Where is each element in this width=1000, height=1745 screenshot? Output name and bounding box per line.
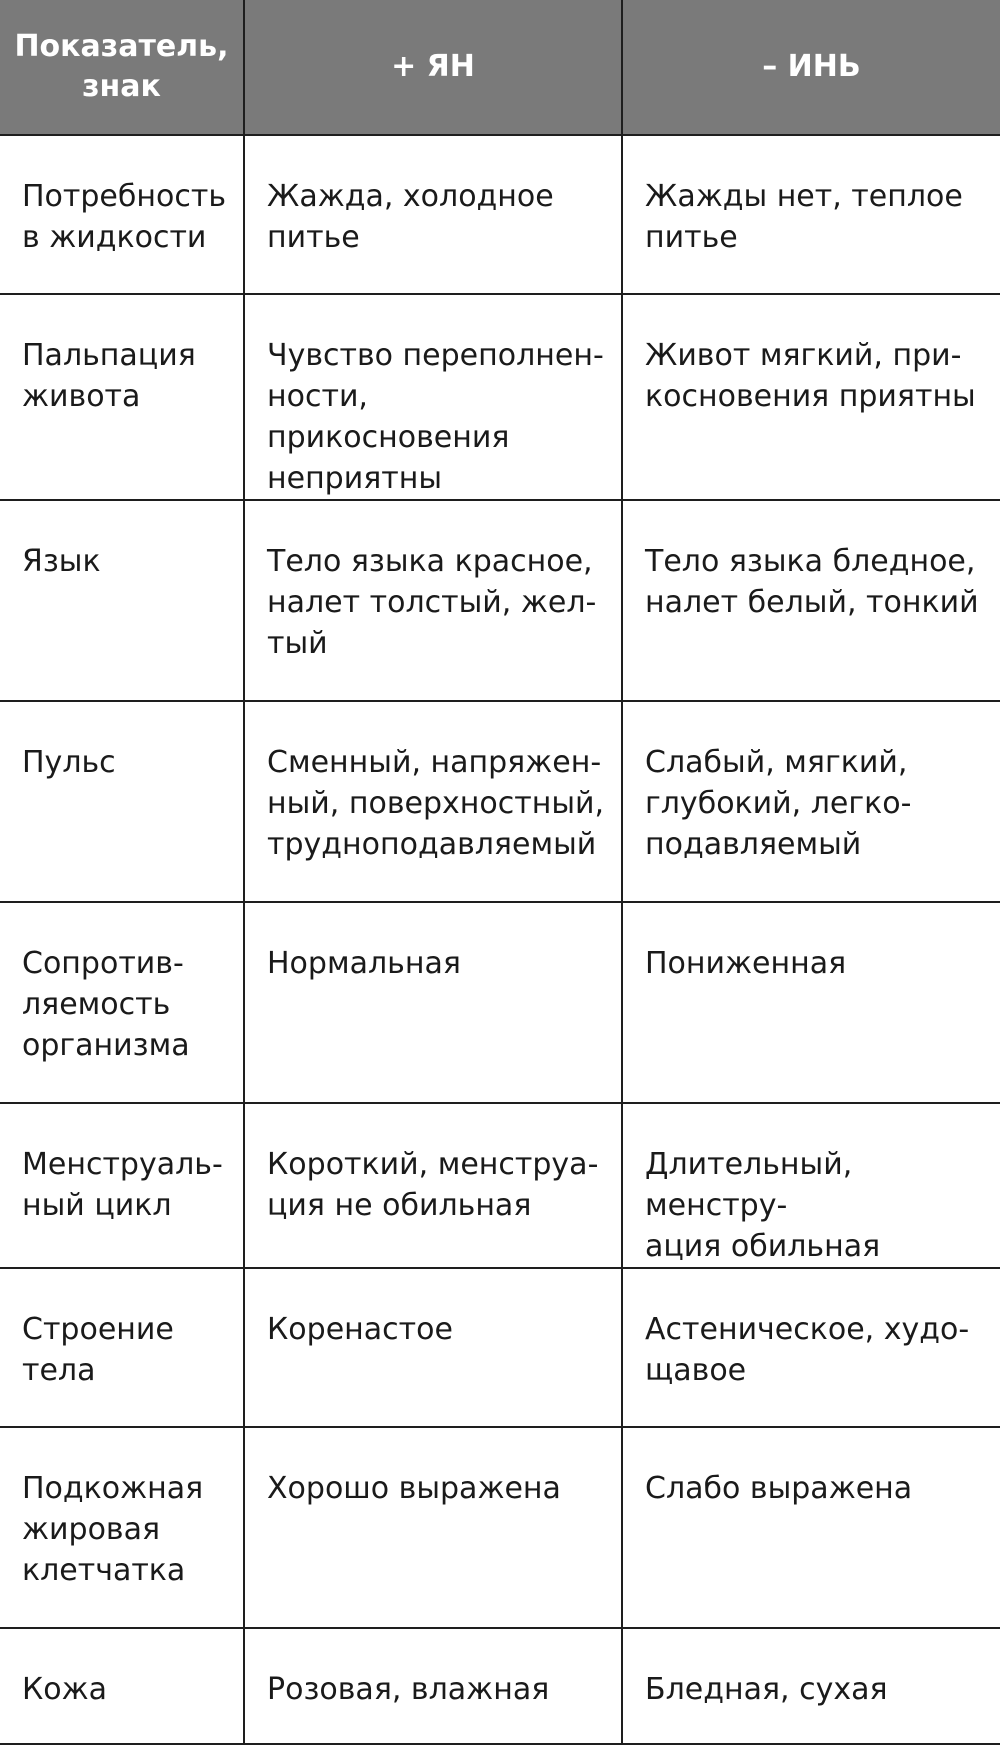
- cell-indicator: Потребность в жидкости: [0, 135, 244, 294]
- cell-yin: Астеническое, худо- щавое: [622, 1268, 1000, 1427]
- cell-yang: Нормальная: [244, 902, 622, 1103]
- cell-yang: Хорошо выражена: [244, 1427, 622, 1628]
- cell-indicator: Пальпация живота: [0, 294, 244, 500]
- table-header: [0, 0, 1000, 135]
- cell-yang: Сменный, напряжен- ный, поверхностный, трудноподавляемый: [244, 701, 622, 902]
- header-yin: – ИНЬ: [622, 0, 1000, 135]
- header-row: [0, 0, 1000, 135]
- table-row: [0, 1268, 1000, 1427]
- cell-indicator: Язык: [0, 500, 244, 701]
- header-indicator: Показатель, знак: [0, 0, 244, 135]
- cell-yin: Пониженная: [622, 902, 1000, 1103]
- table-row: [0, 1427, 1000, 1628]
- cell-yin: Живот мягкий, при- косновения приятны: [622, 294, 1000, 500]
- cell-yin: Слабо выражена: [622, 1427, 1000, 1628]
- table-row: [0, 1628, 1000, 1744]
- cell-indicator: Менструаль- ный цикл: [0, 1103, 244, 1268]
- table-row: [0, 1103, 1000, 1268]
- cell-yang: Чувство переполнен- ности, прикосновения неприятны: [244, 294, 622, 500]
- table-row: [0, 135, 1000, 294]
- header-yang: + ЯН: [244, 0, 622, 135]
- table-row: [0, 902, 1000, 1103]
- cell-yang: Тело языка красное, налет толстый, жел- тый: [244, 500, 622, 701]
- cell-yin: Длительный, менстру- ация обильная: [622, 1103, 1000, 1268]
- table-row: [0, 294, 1000, 500]
- cell-yang: Розовая, влажная: [244, 1628, 622, 1744]
- table-row: [0, 701, 1000, 902]
- cell-yang: Коренастое: [244, 1268, 622, 1427]
- cell-yin: Тело языка бледное, налет белый, тонкий: [622, 500, 1000, 701]
- cell-yang: Короткий, менструа- ция не обильная: [244, 1103, 622, 1268]
- cell-indicator: Пульс: [0, 701, 244, 902]
- cell-indicator: Кожа: [0, 1628, 244, 1744]
- cell-indicator: Сопротив- ляемость организма: [0, 902, 244, 1103]
- cell-indicator: Подкожная жировая клетчатка: [0, 1427, 244, 1628]
- table-body: [0, 135, 1000, 1744]
- table-row: [0, 500, 1000, 701]
- cell-indicator: Строение тела: [0, 1268, 244, 1427]
- cell-yin: Жажды нет, теплое питье: [622, 135, 1000, 294]
- cell-yin: Слабый, мягкий, глубокий, легко- подавляемый: [622, 701, 1000, 902]
- cell-yang: Жажда, холодное питье: [244, 135, 622, 294]
- cell-yin: Бледная, сухая: [622, 1628, 1000, 1744]
